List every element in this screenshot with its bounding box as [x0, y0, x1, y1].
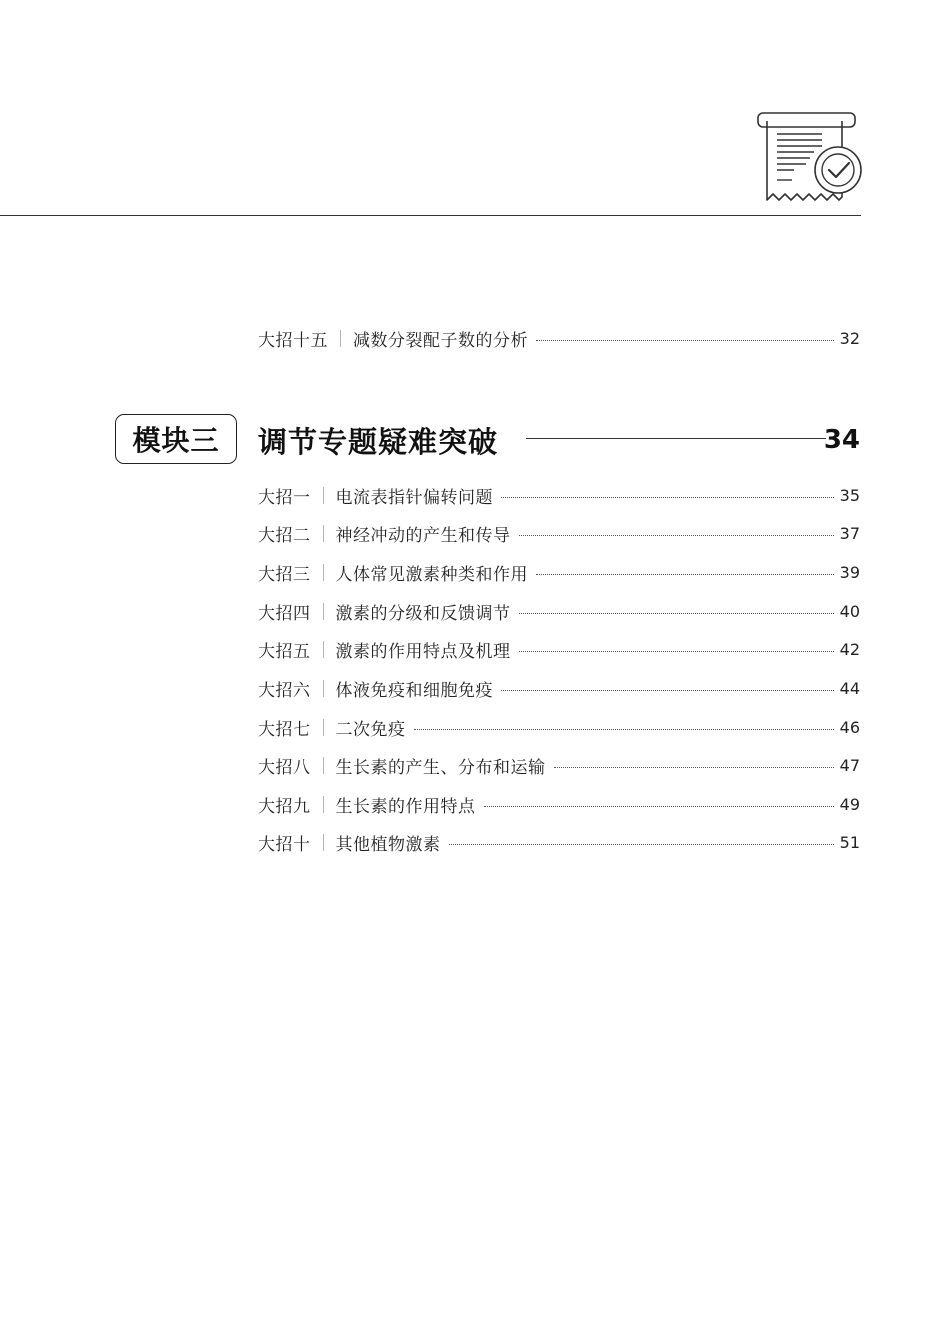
module-title[interactable]: 调节专题疑难突破 — [258, 424, 499, 459]
entry-page-number: 32 — [839, 328, 860, 348]
dot-leader — [501, 497, 834, 498]
module-page-number: 34 — [823, 425, 860, 455]
entry-label: 大招十 — [258, 834, 311, 855]
entry-label: 大招五 — [258, 641, 311, 662]
entry-title: 神经冲动的产生和传导 — [335, 525, 511, 546]
toc-entry[interactable] — [258, 827, 860, 857]
entry-title: 体液免疫和细胞免疫 — [335, 680, 493, 701]
entry-separator — [323, 719, 324, 736]
entry-title: 激素的作用特点及机理 — [335, 641, 511, 662]
entry-title: 二次免疫 — [335, 719, 406, 740]
entry-page-number: 42 — [839, 639, 860, 659]
entry-page-number: 47 — [839, 755, 860, 775]
dot-leader — [484, 806, 834, 807]
entry-page-number: 51 — [839, 832, 860, 852]
header-divider — [0, 215, 861, 216]
entry-title: 生长素的作用特点 — [335, 796, 476, 817]
dot-leader — [554, 767, 834, 768]
dot-leader — [414, 729, 834, 730]
entry-label: 大招四 — [258, 603, 311, 624]
module-title-rule — [526, 438, 826, 439]
toc-entry[interactable] — [258, 789, 860, 819]
entry-label: 大招三 — [258, 564, 311, 585]
entry-title: 人体常见激素种类和作用 — [335, 564, 528, 585]
entry-title: 电流表指针偏转问题 — [335, 487, 493, 508]
entry-separator — [323, 757, 324, 774]
entry-separator — [323, 834, 324, 851]
entry-label: 大招十五 — [258, 330, 328, 351]
entry-page-number: 44 — [839, 678, 860, 698]
entry-page-number: 39 — [839, 562, 860, 582]
dot-leader — [519, 535, 834, 536]
entry-title: 激素的分级和反馈调节 — [335, 603, 511, 624]
entry-label: 大招一 — [258, 487, 311, 508]
entry-label: 大招八 — [258, 757, 311, 778]
entry-separator — [323, 680, 324, 697]
entry-separator — [323, 796, 324, 813]
entry-separator — [323, 525, 324, 542]
entry-label: 大招二 — [258, 525, 311, 546]
entry-separator — [323, 603, 324, 620]
entry-separator — [323, 487, 324, 504]
entry-label: 大招七 — [258, 719, 311, 740]
receipt-checkmark-icon — [750, 110, 865, 208]
entry-label: 大招六 — [258, 680, 311, 701]
entry-title: 其他植物激素 — [335, 834, 441, 855]
dot-leader — [536, 340, 834, 341]
toc-entry[interactable] — [258, 480, 860, 510]
dot-leader — [519, 651, 834, 652]
toc-entry[interactable] — [258, 750, 860, 780]
entry-page-number: 40 — [839, 601, 860, 621]
toc-entry[interactable] — [258, 518, 860, 548]
toc-entry[interactable] — [258, 634, 860, 664]
dot-leader — [519, 613, 834, 614]
entry-title: 生长素的产生、分布和运输 — [335, 757, 546, 778]
toc-entry[interactable] — [258, 596, 860, 626]
toc-entry[interactable] — [258, 323, 860, 353]
dot-leader — [449, 844, 834, 845]
entry-page-number: 35 — [839, 485, 860, 505]
dot-leader — [536, 574, 834, 575]
entry-page-number: 49 — [839, 794, 860, 814]
entry-page-number: 37 — [839, 523, 860, 543]
dot-leader — [501, 690, 834, 691]
entry-separator — [323, 564, 324, 581]
entry-page-number: 46 — [839, 717, 860, 737]
entry-label: 大招九 — [258, 796, 311, 817]
entry-separator — [340, 330, 341, 347]
toc-entry[interactable] — [258, 673, 860, 703]
entry-title: 减数分裂配子数的分析 — [353, 330, 528, 351]
toc-entry[interactable] — [258, 712, 860, 742]
entry-separator — [323, 641, 324, 658]
toc-entry[interactable] — [258, 557, 860, 587]
module-badge: 模块三 — [115, 414, 237, 464]
